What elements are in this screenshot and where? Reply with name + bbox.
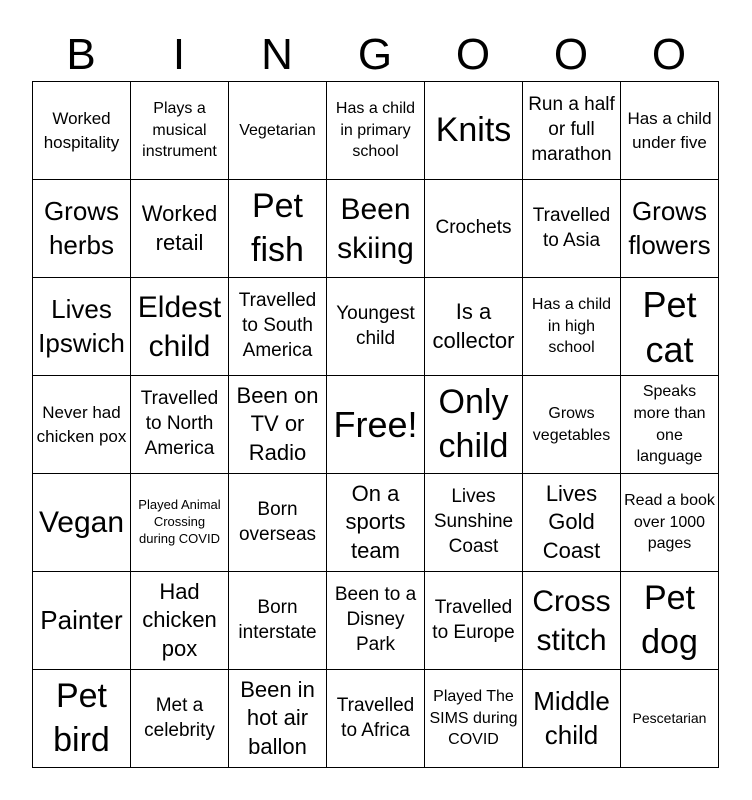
bingo-cell: Only child <box>425 376 523 474</box>
bingo-cell: Vegetarian <box>229 82 327 180</box>
bingo-cell: Speaks more than one language <box>621 376 719 474</box>
bingo-cell: Middle child <box>523 670 621 768</box>
bingo-cell: Lives Gold Coast <box>523 474 621 572</box>
bingo-cell: Born interstate <box>229 572 327 670</box>
bingo-cell: Grows flowers <box>621 180 719 278</box>
bingo-header <box>32 28 718 82</box>
bingo-cell: Cross stitch <box>523 572 621 670</box>
bingo-cell: Pet dog <box>621 572 719 670</box>
bingo-cell: Pet cat <box>621 278 719 376</box>
header-letter-n: N <box>261 30 293 79</box>
bingo-cell: Been skiing <box>327 180 425 278</box>
bingo-cell: Met a celebrity <box>131 670 229 768</box>
bingo-cell: Been to a Disney Park <box>327 572 425 670</box>
bingo-board <box>32 81 719 768</box>
header-letter-o-1: O <box>455 30 491 79</box>
bingo-cell: Travelled to Europe <box>425 572 523 670</box>
bingo-cell: Lives Ipswich <box>33 278 131 376</box>
bingo-cell: Travelled to Asia <box>523 180 621 278</box>
bingo-cell: Read a book over 1000 pages <box>621 474 719 572</box>
bingo-cell: Pescetarian <box>621 670 719 768</box>
bingo-cell: Youngest child <box>327 278 425 376</box>
bingo-cell: Played The SIMS during COVID <box>425 670 523 768</box>
bingo-cell: Crochets <box>425 180 523 278</box>
bingo-cell: Lives Sunshine Coast <box>425 474 523 572</box>
bingo-cell: Born overseas <box>229 474 327 572</box>
header-letter-o-3: O <box>651 30 687 79</box>
bingo-cell: Grows vegetables <box>523 376 621 474</box>
bingo-cell: Vegan <box>33 474 131 572</box>
header-letter-g: G <box>357 30 393 79</box>
bingo-cell: Pet fish <box>229 180 327 278</box>
bingo-cell: Has a child in primary school <box>327 82 425 180</box>
bingo-cell: Travelled to North America <box>131 376 229 474</box>
bingo-cell: Has a child under five <box>621 82 719 180</box>
bingo-cell: Grows herbs <box>33 180 131 278</box>
bingo-cell: Is a collector <box>425 278 523 376</box>
bingo-cell: Been on TV or Radio <box>229 376 327 474</box>
bingo-cell: Played Animal Crossing during COVID <box>131 474 229 572</box>
header-letter-o-2: O <box>553 30 589 79</box>
bingo-cell: Plays a musical instrument <box>131 82 229 180</box>
bingo-cell: Pet bird <box>33 670 131 768</box>
bingo-cell: Eldest child <box>131 278 229 376</box>
bingo-cell: Been in hot air ballon <box>229 670 327 768</box>
bingo-cell: Travelled to South America <box>229 278 327 376</box>
bingo-cell: Knits <box>425 82 523 180</box>
header-letter-i: I <box>172 30 186 79</box>
bingo-cell: Never had chicken pox <box>33 376 131 474</box>
bingo-cell: Had chicken pox <box>131 572 229 670</box>
header-letter-b: B <box>66 30 96 79</box>
bingo-cell: On a sports team <box>327 474 425 572</box>
bingo-cell: Worked hospitality <box>33 82 131 180</box>
bingo-cell: Painter <box>33 572 131 670</box>
bingo-cell: Travelled to Africa <box>327 670 425 768</box>
bingo-cell: Worked retail <box>131 180 229 278</box>
bingo-cell-free: Free! <box>327 376 425 474</box>
bingo-cell: Has a child in high school <box>523 278 621 376</box>
bingo-cell: Run a half or full marathon <box>523 82 621 180</box>
